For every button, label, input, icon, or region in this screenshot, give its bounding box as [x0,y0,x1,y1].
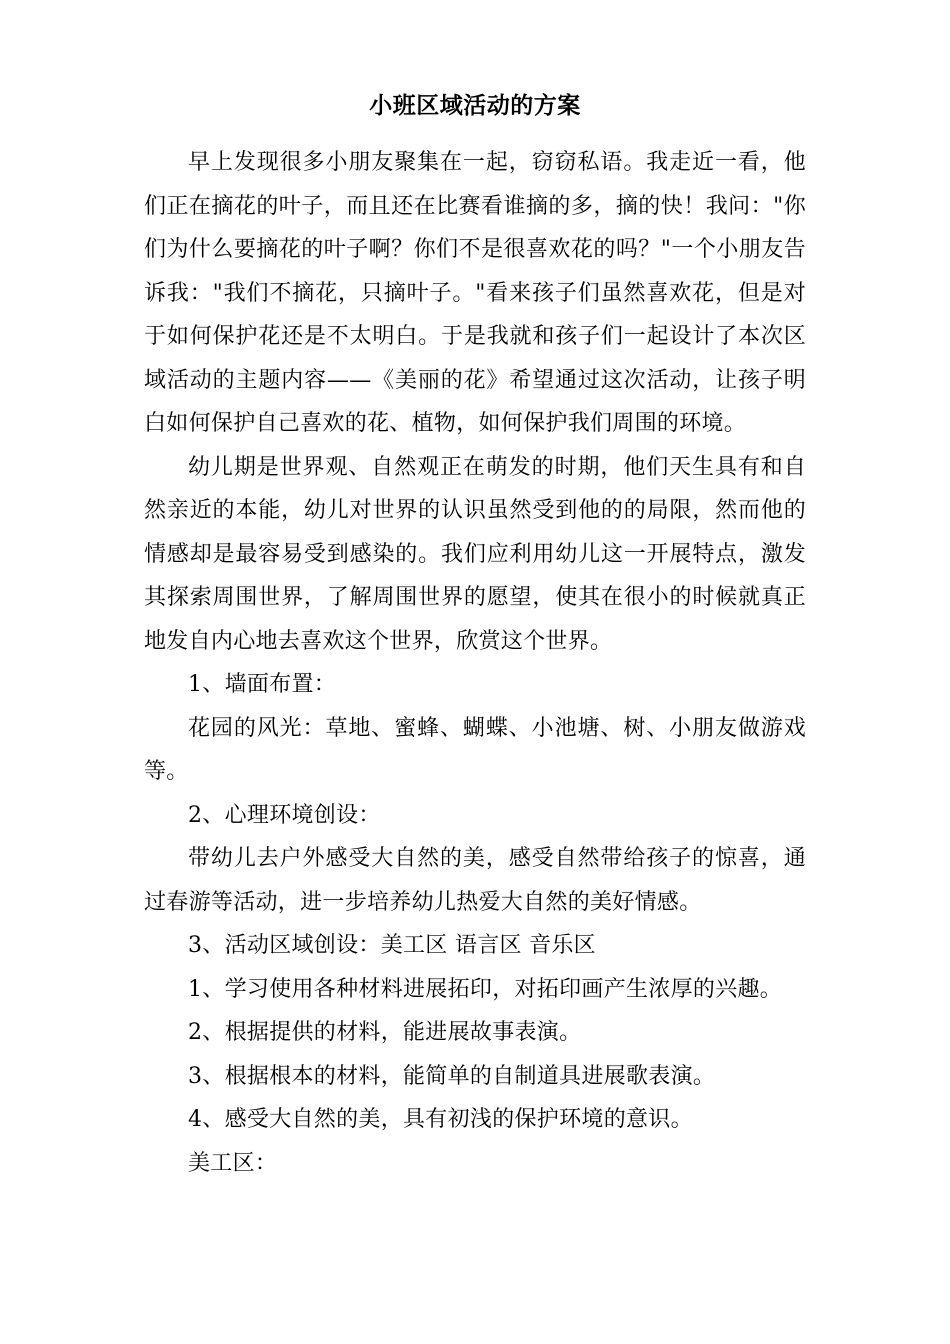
paragraph-intro: 早上发现很多小朋友聚集在一起，窃窃私语。我走近一看，他们正在摘花的叶子，而且还在比赛看谁摘的多，摘的快！我问："你们为什么要摘花的叶子啊？你们不是很喜欢花的吗？"一个小朋友告诉我："我们不摘花，只摘叶子。"看来孩子们虽然喜欢花，但是对于如何保护花还是不太明白。于是我就和孩子们一起设计了本次区域活动的主题内容——《美丽的花》希望通过这次活动，让孩子明白如何保护自己喜欢的花、植物，如何保护我们周围的环境。 [144,150,806,436]
section-heading-areas: 3、活动区域创设：美工区 语言区 音乐区 [188,933,596,958]
paragraph-wall: 花园的风光：草地、蜜蜂、蝴蝶、小池塘、树、小朋友做游戏等。 [144,715,806,784]
paragraph-environment: 带幼儿去户外感受大自然的美，感受自然带给孩子的惊喜，通过春游等活动，进一步培养幼儿热爱大自然的美好情感。 [144,846,806,915]
document-body [144,141,806,1185]
section-heading-environment: 2、心理环境创设： [188,802,381,828]
section-heading-art: 美工区： [188,1150,278,1176]
paragraph-background: 幼儿期是世界观、自然观正在萌发的时期，他们天生具有和自然亲近的本能，幼儿对世界的认识虽然受到他的的局限，然而他的情感却是最容易受到感染的。我们应利用幼儿这一开展特点，激发其探索周围世界，了解周围世界的愿望，使其在很小的时候就真正地发自内心地去喜欢这个世界，欣赏这个世界。 [144,454,806,654]
goal-item-3: 3、根据根本的材料，能简单的自制道具进展歌表演。 [188,1063,716,1089]
section-heading-wall: 1、墙面布置： [188,672,337,697]
goal-item-1: 1、学习使用各种材料进展拓印，对拓印画产生浓厚的兴趣。 [188,976,783,1002]
document-title: 小班区域活动的方案 [369,93,581,119]
goal-item-2: 2、根据提供的材料，能进展故事表演。 [188,1020,582,1045]
goal-item-4: 4、感受大自然的美，具有初浅的保护环境的意识。 [188,1107,693,1132]
